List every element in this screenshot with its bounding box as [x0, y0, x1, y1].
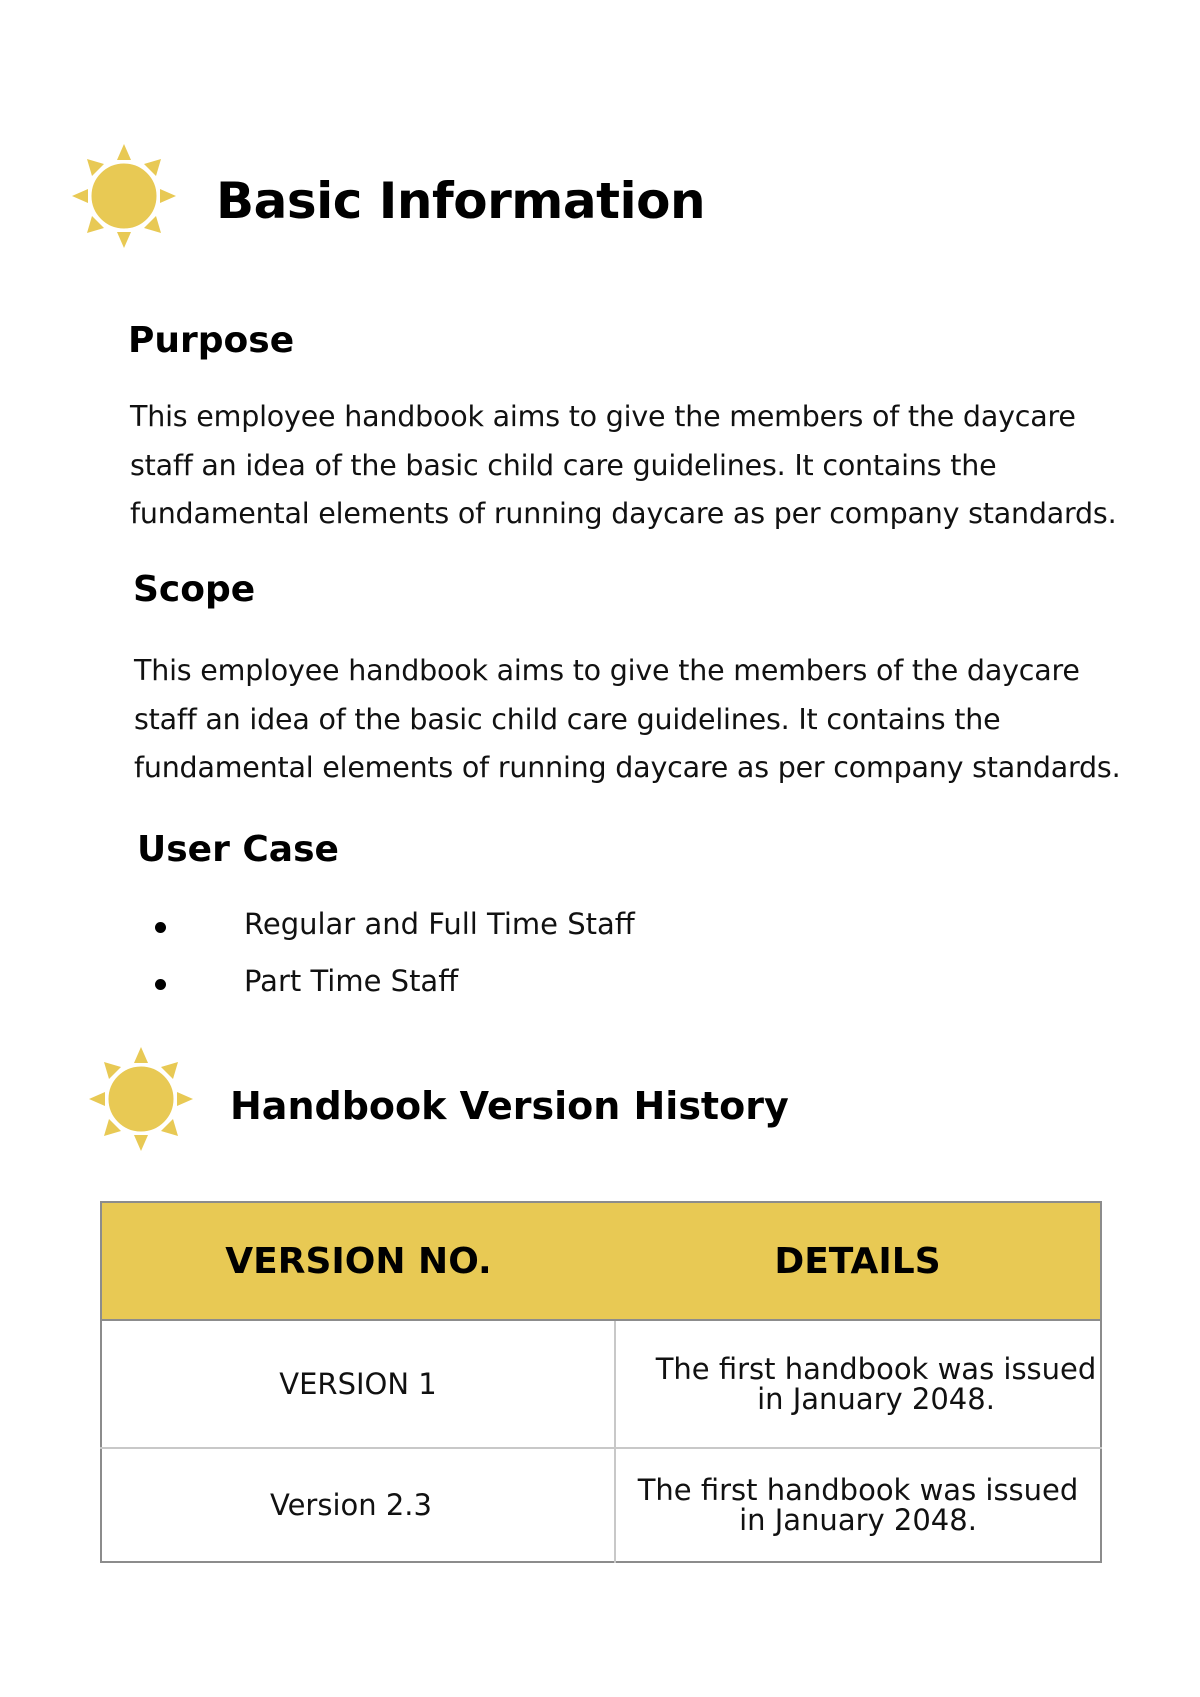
scope-heading: Scope	[133, 569, 256, 610]
list-item: Part Time Staff	[244, 964, 459, 998]
bullet-icon	[155, 922, 166, 933]
scope-paragraph	[134, 647, 1144, 793]
user-case-heading: User Case	[137, 829, 339, 870]
version-cell: Version 2.3	[101, 1448, 615, 1562]
page-title: Basic Information	[216, 172, 706, 230]
list-item: Regular and Full Time Staff	[244, 907, 635, 941]
purpose-paragraph	[130, 393, 1140, 539]
sun-icon	[72, 144, 176, 248]
table-header-row	[101, 1202, 1101, 1320]
column-header-details: DETAILS	[615, 1202, 1101, 1320]
details-cell	[615, 1448, 1101, 1562]
purpose-line: This employee handbook aims to give the members of the daycare	[130, 400, 1076, 433]
version-history-table	[100, 1201, 1102, 1563]
scope-line: fundamental elements of running daycare as per company standards.	[134, 751, 1121, 784]
version-cell: VERSION 1	[101, 1320, 615, 1448]
purpose-heading: Purpose	[128, 320, 295, 361]
sun-icon	[89, 1047, 193, 1151]
purpose-line: staff an idea of the basic child care guidelines. It contains the	[130, 448, 997, 482]
bullet-icon	[155, 979, 166, 990]
details-line: in January 2048.	[739, 1503, 977, 1537]
details-line: The first handbook was issued	[637, 1473, 1079, 1507]
scope-line: staff an idea of the basic child care guidelines. It contains the	[134, 702, 1001, 736]
table-row	[101, 1448, 1101, 1562]
details-line: in January 2048.	[757, 1382, 995, 1416]
scope-line: This employee handbook aims to give the members of the daycare	[134, 654, 1080, 687]
version-history-heading: Handbook Version History	[230, 1084, 789, 1128]
column-header-version: VERSION NO.	[101, 1202, 615, 1320]
purpose-line: fundamental elements of running daycare as per company standards.	[130, 497, 1117, 530]
details-line: The first handbook was issued	[655, 1352, 1097, 1386]
details-cell	[615, 1320, 1101, 1448]
table-row	[101, 1320, 1101, 1448]
